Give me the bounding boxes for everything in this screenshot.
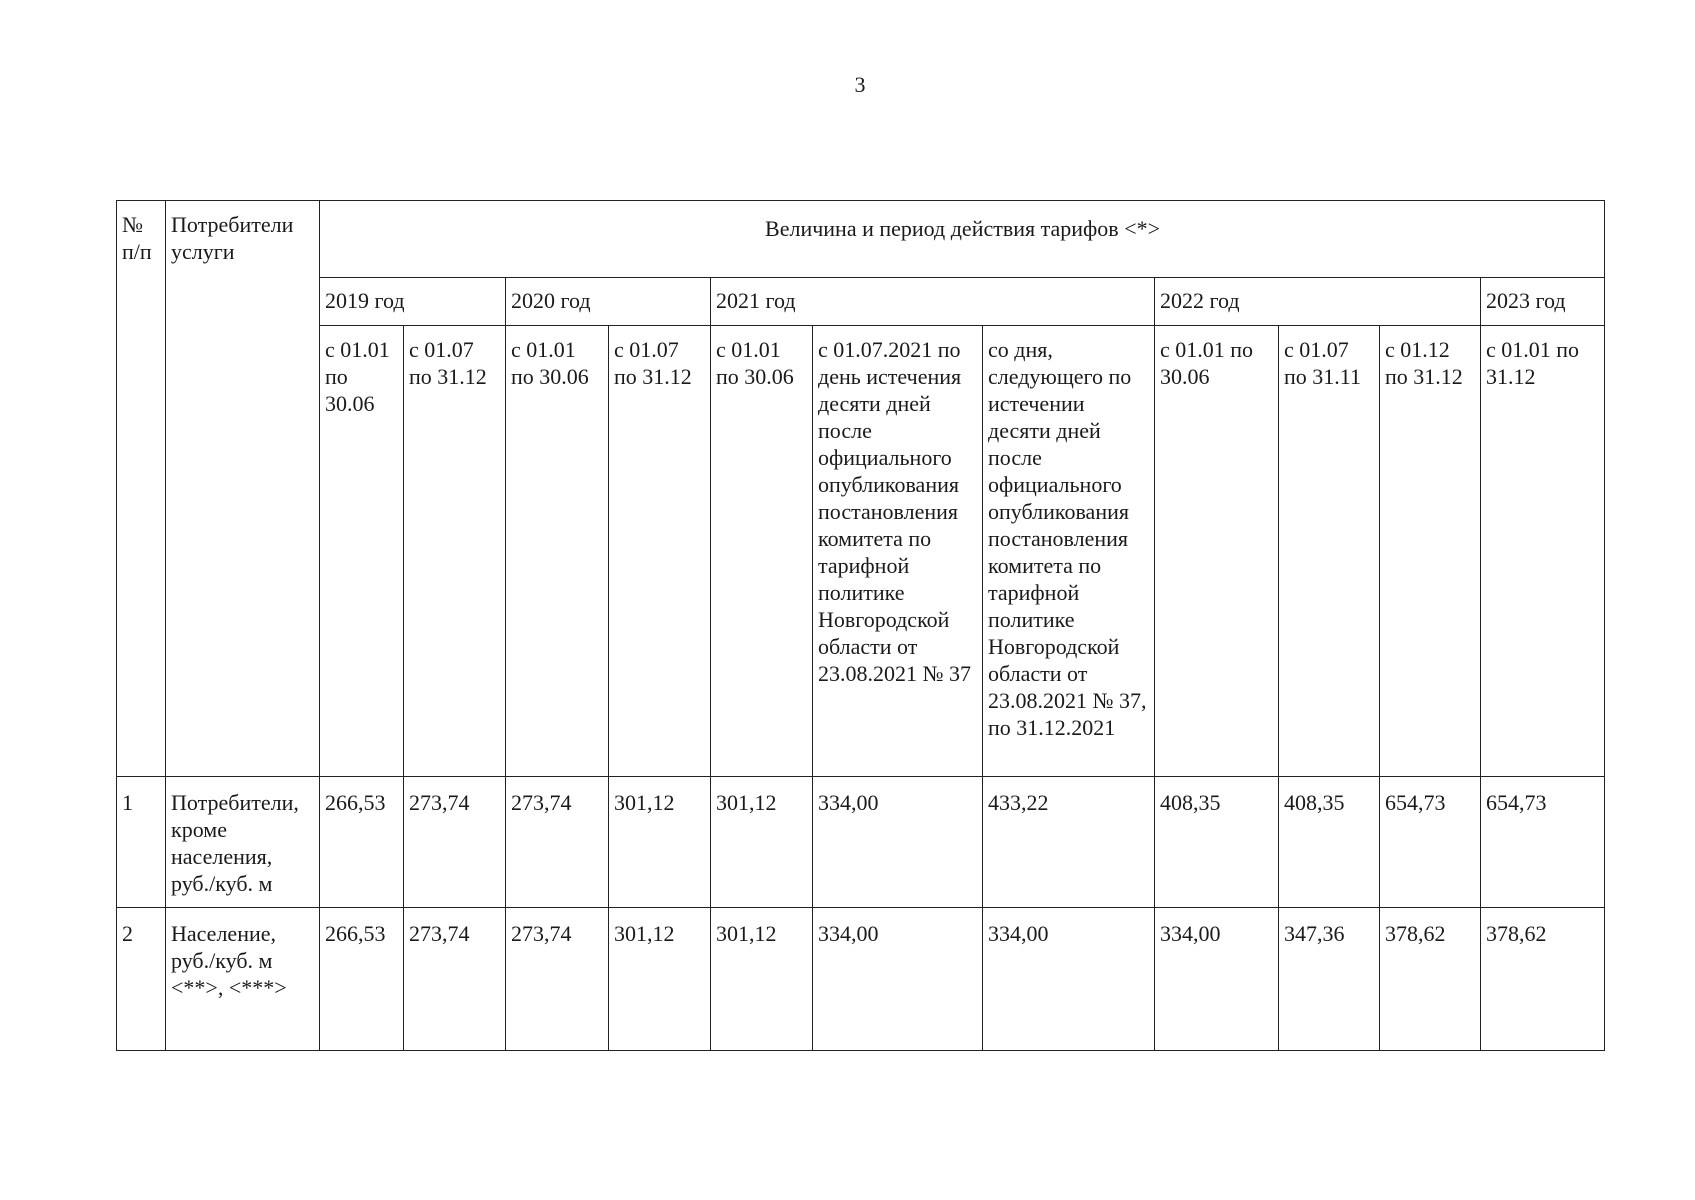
tariff-value-cell: 301,12 <box>609 777 711 908</box>
tariff-value-cell: 378,62 <box>1380 908 1481 1051</box>
header-row-years <box>117 278 1605 326</box>
tariff-value-cell: 433,22 <box>983 777 1155 908</box>
tariff-value-cell: 654,73 <box>1481 777 1605 908</box>
tariff-value-cell: 301,12 <box>609 908 711 1051</box>
year-cell-2021: 2021 год <box>711 278 1155 326</box>
period-cell: с 01.01 по 30.06 <box>1155 326 1279 777</box>
period-cell: с 01.01 по 31.12 <box>1481 326 1605 777</box>
tariff-value-cell: 334,00 <box>983 908 1155 1051</box>
tariff-table <box>116 200 1605 1051</box>
header-row-periods <box>117 326 1605 777</box>
tariff-value-cell: 654,73 <box>1380 777 1481 908</box>
period-cell: с 01.07 по 31.12 <box>404 326 506 777</box>
header-row-title <box>117 201 1605 278</box>
year-cell-2020: 2020 год <box>506 278 711 326</box>
period-cell: с 01.01 по 30.06 <box>320 326 404 777</box>
period-cell: с 01.01 по 30.06 <box>506 326 609 777</box>
header-tariff-title: Величина и период действия тарифов <*> <box>320 201 1605 278</box>
table-row <box>117 777 1605 908</box>
tariff-value-cell: 408,35 <box>1279 777 1380 908</box>
tariff-value-cell: 273,74 <box>404 777 506 908</box>
row-num-cell: 1 <box>117 777 166 908</box>
period-cell: с 01.07 по 31.12 <box>609 326 711 777</box>
year-cell-2022: 2022 год <box>1155 278 1481 326</box>
period-cell: с 01.12 по 31.12 <box>1380 326 1481 777</box>
row-consumer-cell: Потребители, кроме населения, руб./куб. м <box>166 777 320 908</box>
tariff-value-cell: 334,00 <box>1155 908 1279 1051</box>
tariff-value-cell: 266,53 <box>320 908 404 1051</box>
tariff-value-cell: 273,74 <box>506 908 609 1051</box>
tariff-value-cell: 273,74 <box>404 908 506 1051</box>
tariff-value-cell: 347,36 <box>1279 908 1380 1051</box>
header-consumers-cell: Потребители услуги <box>166 201 320 777</box>
page-number: 3 <box>854 72 866 97</box>
tariff-value-cell: 334,00 <box>813 777 983 908</box>
row-consumer-cell: Население, руб./куб. м <**>, <***> <box>166 908 320 1051</box>
year-cell-2019: 2019 год <box>320 278 506 326</box>
tariff-value-cell: 273,74 <box>506 777 609 908</box>
row-num-cell: 2 <box>117 908 166 1051</box>
tariff-value-cell: 408,35 <box>1155 777 1279 908</box>
period-cell: с 01.01 по 30.06 <box>711 326 813 777</box>
tariff-value-cell: 301,12 <box>711 908 813 1051</box>
period-cell: с 01.07.2021 по день истечения десяти дней после официального опубликования постановления комитета по тарифной политике Новгородской области от 23.08.2021 № 37 <box>813 326 983 777</box>
tariff-value-cell: 266,53 <box>320 777 404 908</box>
table-row <box>117 908 1605 1051</box>
year-cell-2023: 2023 год <box>1481 278 1605 326</box>
tariff-value-cell: 334,00 <box>813 908 983 1051</box>
period-cell: с 01.07 по 31.11 <box>1279 326 1380 777</box>
header-num-cell: № п/п <box>117 201 166 777</box>
period-cell: со дня, следующего по истечении десяти дней после официального опубликования постановления комитета по тарифной политике Новгородской области от 23.08.2021 № 37, по 31.12.2021 <box>983 326 1155 777</box>
tariff-value-cell: 301,12 <box>711 777 813 908</box>
tariff-value-cell: 378,62 <box>1481 908 1605 1051</box>
